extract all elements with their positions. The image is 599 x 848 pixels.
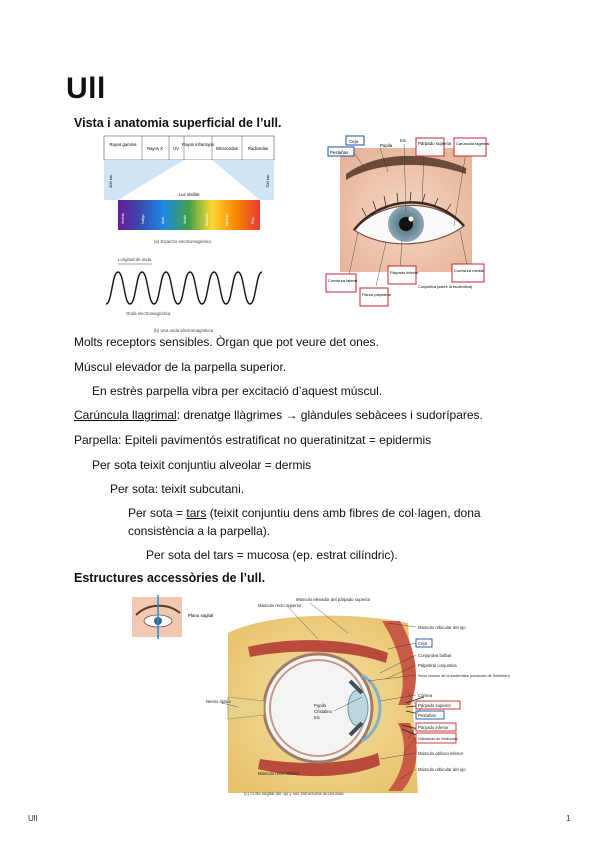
svg-text:Músculo oblicuo inferior: Músculo oblicuo inferior <box>418 751 464 756</box>
svg-text:Amarillo: Amarillo <box>205 213 209 226</box>
spec-cell-4: Rayos infrarrojos <box>182 142 214 147</box>
label-plano-sagital: Plano sagital <box>188 613 214 618</box>
label-iris: Iris <box>400 138 406 143</box>
label-conjuntiva: Conjuntiva (sobre la esclerótica) <box>418 285 473 289</box>
svg-text:Glándulas de Meibomio: Glándulas de Meibomio <box>418 737 458 741</box>
label-pupila: Pupila <box>380 143 393 148</box>
svg-text:Iris: Iris <box>314 715 320 720</box>
svg-text:Azul: Azul <box>161 217 165 224</box>
svg-text:Violeta: Violeta <box>121 213 125 224</box>
svg-text:Naranja: Naranja <box>225 213 229 226</box>
spectrum-figure <box>104 136 276 336</box>
svg-text:Músculo orbicular del ojo: Músculo orbicular del ojo <box>418 767 466 772</box>
sagittal-section-figure <box>118 593 510 799</box>
section-heading-2: Estructures accessòries de l’ull. <box>74 571 266 585</box>
visible-light-label: Luz visible <box>178 192 200 197</box>
label-caruncula: Carúncula lagrimal <box>456 141 490 146</box>
section-heading-1: Vista i anatomia superficial de l’ull. <box>74 116 282 130</box>
body-line-7: Per sota: teixit subcutani. <box>110 482 245 496</box>
caption-b: (b) Una onda electromagnética <box>154 328 213 333</box>
body-line-2: Múscul elevador de la parpella superior. <box>74 360 287 374</box>
svg-text:Palpebral conjuntiva: Palpebral conjuntiva <box>418 663 457 668</box>
footer-title: Ull <box>28 814 38 823</box>
svg-text:Córnea: Córnea <box>418 693 433 698</box>
svg-text:Rojo: Rojo <box>251 216 255 224</box>
page-number: 1 <box>566 814 571 823</box>
spec-cell-2: Rayos X <box>147 146 163 151</box>
body-line-9: Per sota del tars = mucosa (ep. estrat cilíndric). <box>146 548 398 562</box>
label-comisura-medial: Comisura medial <box>454 268 485 273</box>
body-line-6: Per sota teixit conjuntiu alveolar = dermis <box>92 458 312 472</box>
nm-700: 700 nm <box>265 174 270 188</box>
svg-text:Pestañas: Pestañas <box>418 713 436 718</box>
page-title: Ull <box>66 72 106 105</box>
label-fisura-palpebral: Fisura palpebral <box>362 292 391 297</box>
body-line-8-cont: consistència a la parpella). <box>128 524 271 538</box>
svg-text:Músculo recto superior: Músculo recto superior <box>258 603 302 608</box>
svg-text:Nervio óptico: Nervio óptico <box>206 699 232 704</box>
nm-400: 400 nm <box>108 174 113 188</box>
optic-nerve <box>228 697 264 719</box>
caption-a: (a) Espectro electromagnético <box>154 239 212 244</box>
wavelength-label: Longitud de onda <box>118 257 152 262</box>
label-ceja: Ceja <box>349 139 359 144</box>
svg-text:Conjuntiva bulbar: Conjuntiva bulbar <box>418 653 452 658</box>
visible-spectrum-band <box>118 200 260 230</box>
term-caruncula: Carúncula llagrimal <box>74 408 177 422</box>
lens <box>348 690 368 726</box>
body-line-8: Per sota = tars (teixit conjuntiu dens amb fibres de col·lagen, dona <box>128 506 481 520</box>
body-line-1: Molts receptors sensibles. Òrgan que pot veure det ones. <box>74 335 379 349</box>
svg-text:Párpado inferior: Párpado inferior <box>418 725 449 730</box>
spec-cell-6: Radiondas <box>247 146 269 151</box>
body-line-4: Carúncula llagrimal: drenatge llàgrimes → glàndules sebàcees i sudorípares. <box>74 408 483 422</box>
body-line-5: Parpella: Epiteli pavimentós estratificat no queratinitzat = epidermis <box>74 433 432 447</box>
label-comisura-lateral: Comisura lateral <box>328 278 358 283</box>
label-parpado-inferior: Párpado inferior <box>390 270 419 275</box>
caption-c: (c) Corte sagital del ojo y sus estructuras accesorias <box>244 791 344 796</box>
wave-label: Onda electromagnética <box>126 311 171 316</box>
svg-text:Ceja: Ceja <box>418 641 427 646</box>
eye-illustration <box>326 134 490 306</box>
svg-text:Verde: Verde <box>183 214 187 224</box>
term-tars: tars <box>186 506 207 520</box>
wave-line <box>106 272 262 304</box>
label-pestanas: Pestañas <box>330 150 349 155</box>
svg-text:Músculo recto inferior: Músculo recto inferior <box>258 771 300 776</box>
spec-cell-5: Microondas <box>216 146 238 151</box>
svg-text:Índigo: Índigo <box>141 214 145 224</box>
spec-cell-3: UV <box>173 146 179 151</box>
body-line-3: En estrès parpella vibra per excitació d’aquest múscul. <box>92 384 383 398</box>
svg-text:Pupila: Pupila <box>314 703 326 708</box>
svg-text:Músculo orbicular del ojo: Músculo orbicular del ojo <box>418 625 466 630</box>
label-parpado-superior: Párpado superior <box>418 141 452 146</box>
spec-cell-1: Rayos gamma <box>109 142 137 147</box>
svg-text:Seno venoso de la esclerótica: Seno venoso de la esclerótica (conducto de Schlemm) <box>418 674 510 678</box>
svg-text:Cristalino: Cristalino <box>314 709 332 714</box>
svg-text:Músculo elevador del párpado s: Músculo elevador del párpado superior <box>296 597 371 602</box>
svg-text:Párpado superior: Párpado superior <box>418 703 451 708</box>
